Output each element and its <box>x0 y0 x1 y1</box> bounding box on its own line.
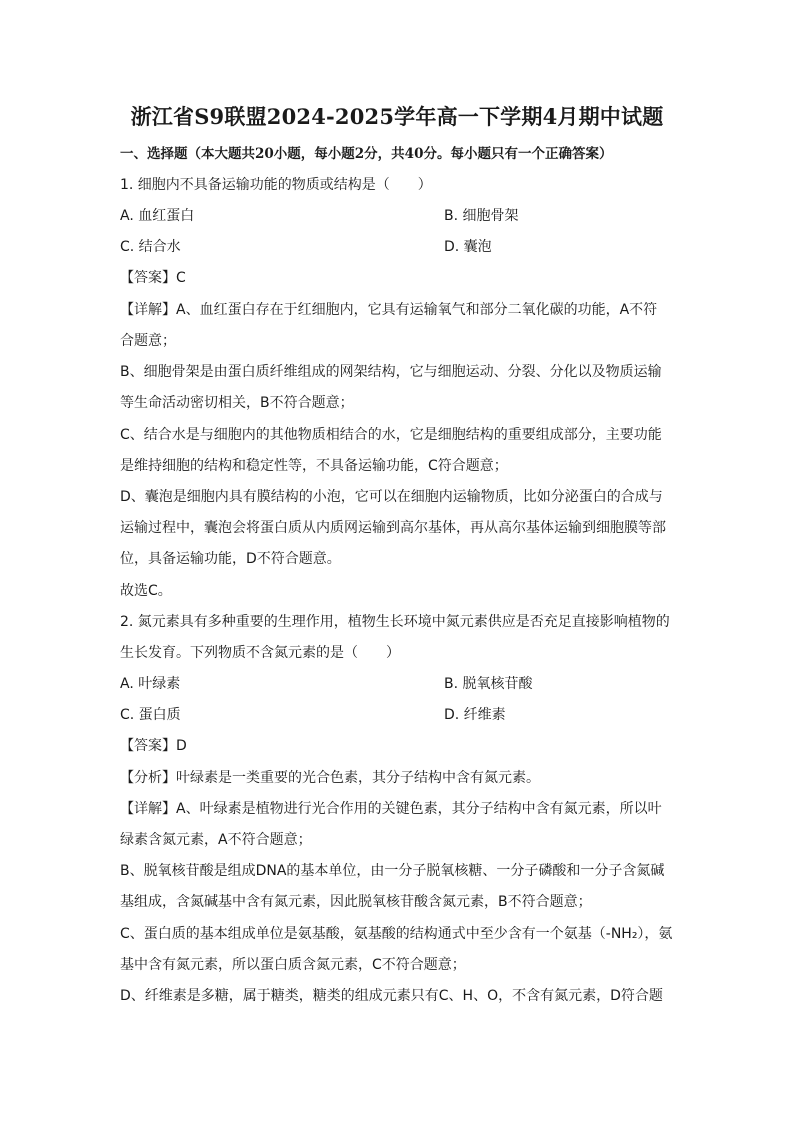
question-2-explanation-line: C、蛋白质的基本组成单位是氨基酸，氨基酸的结构通式中至少含有一个氨基（-NH₂），氨 <box>120 926 673 942</box>
question-1-explanation-line: 合题意； <box>120 333 176 349</box>
question-2-option-d: D. 纤维素 <box>444 707 506 723</box>
question-2-explanation-line: D、纤维素是多糖，属于糖类，糖类的组成元素只有C、H、O，不含有氮元素，D符合题 <box>120 988 663 1004</box>
question-1-explanation-line: 是维持细胞的结构和稳定性等，不具备运输功能，C符合题意； <box>120 458 508 474</box>
section-heading: 一、选择题（本大题共20小题，每小题2分，共40分。每小题只有一个正确答案） <box>120 146 613 162</box>
question-2-option-c: C. 蛋白质 <box>120 707 181 723</box>
question-1-stem: 1. 细胞内不具备运输功能的物质或结构是（ ） <box>120 177 432 193</box>
question-1-explanation-line: C、结合水是与细胞内的其他物质相结合的水，它是细胞结构的重要组成部分，主要功能 <box>120 427 662 443</box>
question-1-option-a: A. 血红蛋白 <box>120 208 195 224</box>
question-2-answer: 【答案】D <box>120 738 187 754</box>
question-2-option-a: A. 叶绿素 <box>120 676 181 692</box>
question-1-explanation-line: B、细胞骨架是由蛋白质纤维组成的网架结构，它与细胞运动、分裂、分化以及物质运输 <box>120 364 662 380</box>
question-1-conclusion: 故选C。 <box>120 583 172 599</box>
question-1-explanation-line: 运输过程中，囊泡会将蛋白质从内质网运输到高尔基体，再从高尔基体运输到细胞膜等部 <box>120 520 666 536</box>
question-1-option-c: C. 结合水 <box>120 239 181 255</box>
question-2-explanation-line: 【详解】A、叶绿素是植物进行光合作用的关键色素，其分子结构中含有氮元素，所以叶 <box>120 801 662 817</box>
question-2-explanation-line: 基中含有氮元素，所以蛋白质含氮元素，C不符合题意； <box>120 957 466 973</box>
question-2-explanation-line: 基组成，含氮碱基中含有氮元素，因此脱氧核苷酸含氮元素，B不符合题意； <box>120 894 592 910</box>
question-1-explanation-line: D、囊泡是细胞内具有膜结构的小泡，它可以在细胞内运输物质，比如分泌蛋白的合成与 <box>120 489 663 505</box>
question-1-explanation-line: 【详解】A、血红蛋白存在于红细胞内，它具有运输氧气和部分二氧化碳的功能，A不符 <box>120 302 658 318</box>
question-1-option-d: D. 囊泡 <box>444 239 492 255</box>
question-2-analysis: 【分析】叶绿素是一类重要的光合色素，其分子结构中含有氮元素。 <box>120 770 540 786</box>
question-2-explanation-line: B、脱氧核苷酸是组成DNA的基本单位，由一分子脱氧核糖、一分子磷酸和一分子含氮碱 <box>120 863 665 879</box>
question-2-stem: 2. 氮元素具有多种重要的生理作用，植物生长环境中氮元素供应是否充足直接影响植物的 <box>120 614 670 630</box>
question-2-explanation-line: 绿素含氮元素，A不符合题意； <box>120 832 312 848</box>
question-1-option-b: B. 细胞骨架 <box>444 208 519 224</box>
question-1-answer: 【答案】C <box>120 270 186 286</box>
page-title: 浙江省S9联盟2024-2025学年高一下学期4月期中试题 <box>130 104 664 129</box>
question-1-explanation-line: 位，具备运输功能，D不符合题意。 <box>120 551 341 567</box>
question-2-option-b: B. 脱氧核苷酸 <box>444 676 533 692</box>
question-2-stem: 生长发育。下列物质不含氮元素的是（ ） <box>120 645 400 661</box>
question-1-explanation-line: 等生命活动密切相关，B不符合题意； <box>120 395 354 411</box>
